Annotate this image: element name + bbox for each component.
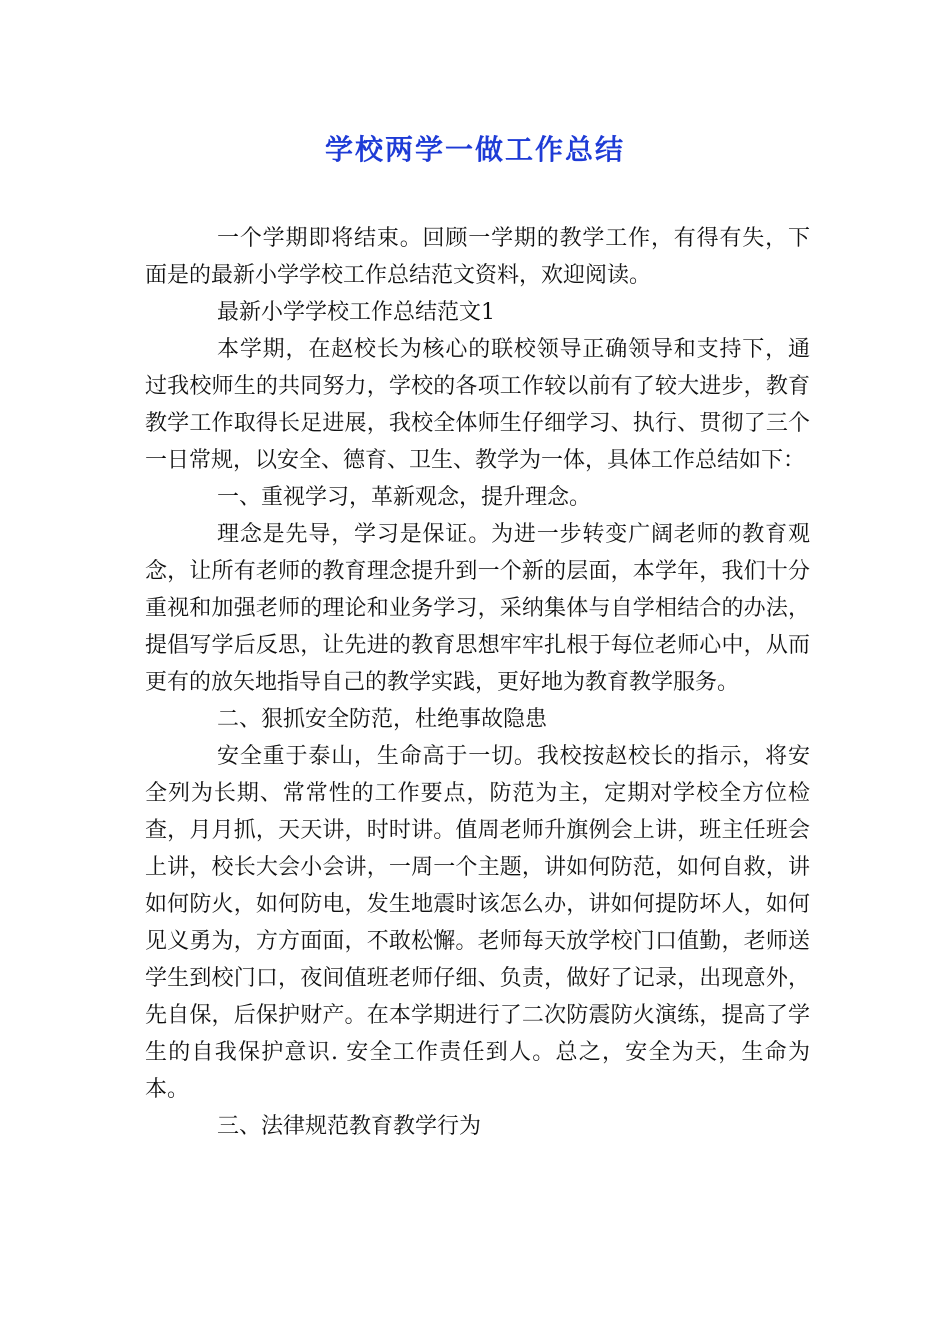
document-body [145, 220, 810, 1145]
section-heading-3: 三、法律规范教育教学行为 [217, 1114, 482, 1139]
section-heading-1: 一、重视学习，革新观念，提升理念。 [217, 485, 592, 510]
learning-paragraph: 理念是先导，学习是保证。为进一步转变广阔老师的教育观念，让所有老师的教育理念提升到一个新的层面，本学年，我们十分重视和加强老师的理论和业务学习，采纳集体与自学相结合的办法，提倡写学后反思，让先进的教育思想牢牢扎根于每位老师心中，从而更有的放矢地指导自己的教学实践，更好地为教育教学服务。 [145, 522, 810, 695]
safety-paragraph: 安全重于泰山，生命高于一切。我校按赵校长的指示，将安全列为长期、常常性的工作要点，防范为主，定期对学校全方位检查，月月抓，天天讲，时时讲。值周老师升旗例会上讲，班主任班会上讲，校长大会小会讲，一周一个主题，讲如何防范，如何自救，讲如何防火，如何防电，发生地震时该怎么办，讲如何提防坏人，如何见义勇为，方方面面，不敢松懈。老师每天放学校门口值勤，老师送学生到校门口，夜间值班老师仔细、负责，做好了记录，出现意外，先自保，后保护财产。在本学期进行了二次防震防火演练，提高了学生的自我保护意识. 安全工作责任到人。总之，安全为天，生命为本。 [145, 744, 810, 1102]
section-heading-2: 二、狠抓安全防范，杜绝事故隐患 [217, 707, 548, 732]
intro-paragraph: 一个学期即将结束。回顾一学期的教学工作，有得有失，下面是的最新小学学校工作总结范文资料，欢迎阅读。 [145, 226, 810, 288]
document-title: 学校两学一做工作总结 [324, 133, 625, 166]
summary-paragraph: 本学期，在赵校长为核心的联校领导正确领导和支持下，通过我校师生的共同努力，学校的各项工作较以前有了较大进步，教育教学工作取得长足进展，我校全体师生仔细学习、执行、贯彻了三个一日常规，以安全、德育、卫生、教学为一体，具体工作总结如下： [145, 337, 810, 473]
section-heading-sample-1: 最新小学学校工作总结范文1 [217, 300, 495, 325]
